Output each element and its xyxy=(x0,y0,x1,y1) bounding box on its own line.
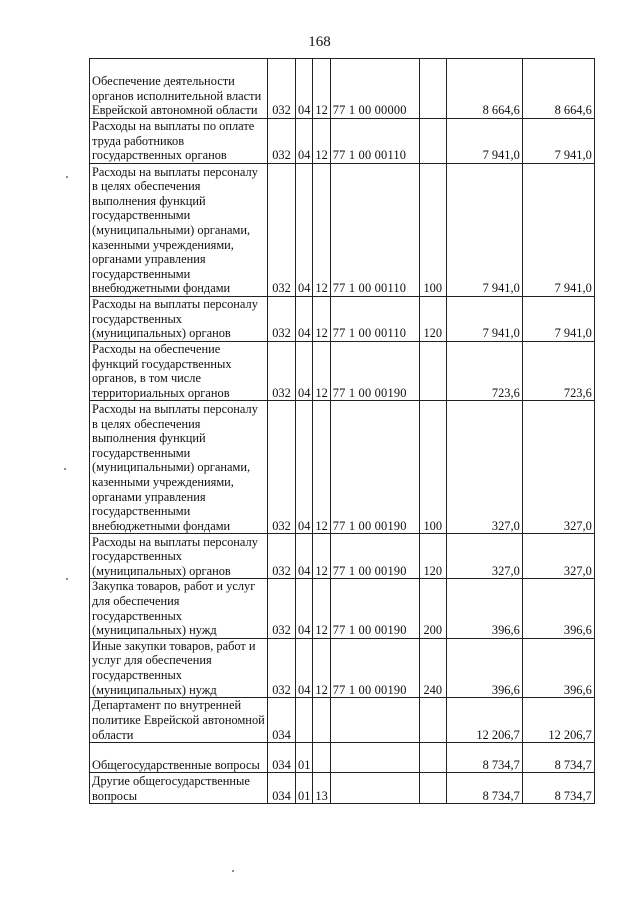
row-subsection-code: 12 xyxy=(313,119,330,164)
row-amount-1: 8 734,7 xyxy=(446,743,522,773)
row-target-article: 77 1 00 00110 xyxy=(330,297,419,342)
row-expense-type: 120 xyxy=(419,297,446,342)
row-section-code: 01 xyxy=(296,743,313,773)
row-name: Расходы на обеспечение функций государственных органов, в том числе территориальных органов xyxy=(90,342,268,401)
row-amount-1: 7 941,0 xyxy=(446,119,522,164)
row-subsection-code xyxy=(313,743,330,773)
row-subsection-code: 12 xyxy=(313,638,330,697)
row-department-code: 032 xyxy=(268,401,296,534)
row-amount-1: 396,6 xyxy=(446,638,522,697)
row-amount-2: 7 941,0 xyxy=(522,164,594,297)
row-amount-1: 8 734,7 xyxy=(446,773,522,804)
row-amount-2: 396,6 xyxy=(522,579,594,638)
row-target-article: 77 1 00 00000 xyxy=(330,59,419,119)
row-amount-1: 8 664,6 xyxy=(446,59,522,119)
row-subsection-code: 12 xyxy=(313,534,330,579)
table-row xyxy=(90,638,595,697)
row-target-article: 77 1 00 00190 xyxy=(330,638,419,697)
table-row xyxy=(90,401,595,534)
row-subsection-code: 12 xyxy=(313,401,330,534)
row-section-code: 04 xyxy=(296,401,313,534)
page-number: 168 xyxy=(308,34,331,50)
row-department-code: 034 xyxy=(268,743,296,773)
row-amount-1: 12 206,7 xyxy=(446,698,522,743)
row-target-article xyxy=(330,743,419,773)
row-name: Обеспечение деятельности органов исполнительной власти Еврейской автономной области xyxy=(90,59,268,119)
row-section-code: 04 xyxy=(296,119,313,164)
row-target-article: 77 1 00 00190 xyxy=(330,534,419,579)
row-expense-type: 100 xyxy=(419,401,446,534)
row-expense-type xyxy=(419,342,446,401)
row-section-code: 04 xyxy=(296,342,313,401)
row-name: Расходы на выплаты персоналу государственных (муниципальных) органов xyxy=(90,297,268,342)
row-department-code: 032 xyxy=(268,297,296,342)
row-amount-1: 723,6 xyxy=(446,342,522,401)
row-department-code: 032 xyxy=(268,579,296,638)
row-amount-2: 12 206,7 xyxy=(522,698,594,743)
row-department-code: 034 xyxy=(268,698,296,743)
row-section-code: 04 xyxy=(296,59,313,119)
row-expense-type xyxy=(419,698,446,743)
row-subsection-code: 12 xyxy=(313,579,330,638)
row-subsection-code: 12 xyxy=(313,164,330,297)
row-section-code: 04 xyxy=(296,297,313,342)
table-row xyxy=(90,297,595,342)
row-target-article: 77 1 00 00190 xyxy=(330,401,419,534)
row-amount-1: 327,0 xyxy=(446,534,522,579)
row-target-article: 77 1 00 00190 xyxy=(330,342,419,401)
row-expense-type: 200 xyxy=(419,579,446,638)
row-amount-2: 723,6 xyxy=(522,342,594,401)
row-target-article xyxy=(330,773,419,804)
table-row xyxy=(90,119,595,164)
row-name: Иные закупки товаров, работ и услуг для обеспечения государственных (муниципальных) нужд xyxy=(90,638,268,697)
row-subsection-code: 13 xyxy=(313,773,330,804)
table-row xyxy=(90,59,595,119)
scan-speck xyxy=(232,870,234,872)
row-expense-type xyxy=(419,773,446,804)
row-section-code: 04 xyxy=(296,534,313,579)
row-amount-2: 8 664,6 xyxy=(522,59,594,119)
scan-speck xyxy=(64,468,66,470)
row-department-code: 034 xyxy=(268,773,296,804)
row-name: Расходы на выплаты по оплате труда работников государственных органов xyxy=(90,119,268,164)
row-section-code: 04 xyxy=(296,638,313,697)
row-section-code xyxy=(296,698,313,743)
row-amount-2: 8 734,7 xyxy=(522,773,594,804)
row-name: Расходы на выплаты персоналу государственных (муниципальных) органов xyxy=(90,534,268,579)
table-row xyxy=(90,342,595,401)
budget-table xyxy=(89,58,595,804)
row-expense-type: 240 xyxy=(419,638,446,697)
row-amount-2: 327,0 xyxy=(522,401,594,534)
table-row xyxy=(90,579,595,638)
row-department-code: 032 xyxy=(268,342,296,401)
row-name: Закупка товаров, работ и услуг для обеспечения государственных (муниципальных) нужд xyxy=(90,579,268,638)
row-amount-1: 7 941,0 xyxy=(446,164,522,297)
row-expense-type xyxy=(419,743,446,773)
row-department-code: 032 xyxy=(268,119,296,164)
row-department-code: 032 xyxy=(268,59,296,119)
row-amount-2: 327,0 xyxy=(522,534,594,579)
table-row xyxy=(90,164,595,297)
scan-speck xyxy=(66,176,68,178)
row-target-article: 77 1 00 00190 xyxy=(330,579,419,638)
table-row xyxy=(90,698,595,743)
table-row xyxy=(90,743,595,773)
row-amount-2: 7 941,0 xyxy=(522,297,594,342)
row-section-code: 01 xyxy=(296,773,313,804)
row-target-article xyxy=(330,698,419,743)
row-amount-2: 7 941,0 xyxy=(522,119,594,164)
row-expense-type xyxy=(419,119,446,164)
row-name: Расходы на выплаты персоналу в целях обеспечения выполнения функций государственными (муниципальными) органами, казенными учреждениями, органами управления государственными внебюджетными фондами xyxy=(90,401,268,534)
row-name: Расходы на выплаты персоналу в целях обеспечения выполнения функций государственными (муниципальными) органами, казенными учреждениями, органами управления государственными внебюджетными фондами xyxy=(90,164,268,297)
table-row xyxy=(90,773,595,804)
table-row xyxy=(90,534,595,579)
row-target-article: 77 1 00 00110 xyxy=(330,164,419,297)
row-amount-2: 8 734,7 xyxy=(522,743,594,773)
row-subsection-code xyxy=(313,698,330,743)
row-expense-type: 120 xyxy=(419,534,446,579)
row-department-code: 032 xyxy=(268,164,296,297)
row-amount-1: 7 941,0 xyxy=(446,297,522,342)
row-subsection-code: 12 xyxy=(313,342,330,401)
row-name: Другие общегосударственные вопросы xyxy=(90,773,268,804)
row-name: Департамент по внутренней политике Еврейской автономной области xyxy=(90,698,268,743)
row-target-article: 77 1 00 00110 xyxy=(330,119,419,164)
row-expense-type xyxy=(419,59,446,119)
scan-speck xyxy=(66,578,68,580)
row-expense-type: 100 xyxy=(419,164,446,297)
row-section-code: 04 xyxy=(296,579,313,638)
row-amount-1: 327,0 xyxy=(446,401,522,534)
row-amount-2: 396,6 xyxy=(522,638,594,697)
row-department-code: 032 xyxy=(268,638,296,697)
row-subsection-code: 12 xyxy=(313,59,330,119)
row-subsection-code: 12 xyxy=(313,297,330,342)
row-department-code: 032 xyxy=(268,534,296,579)
row-amount-1: 396,6 xyxy=(446,579,522,638)
row-section-code: 04 xyxy=(296,164,313,297)
row-name: Общегосударственные вопросы xyxy=(90,743,268,773)
